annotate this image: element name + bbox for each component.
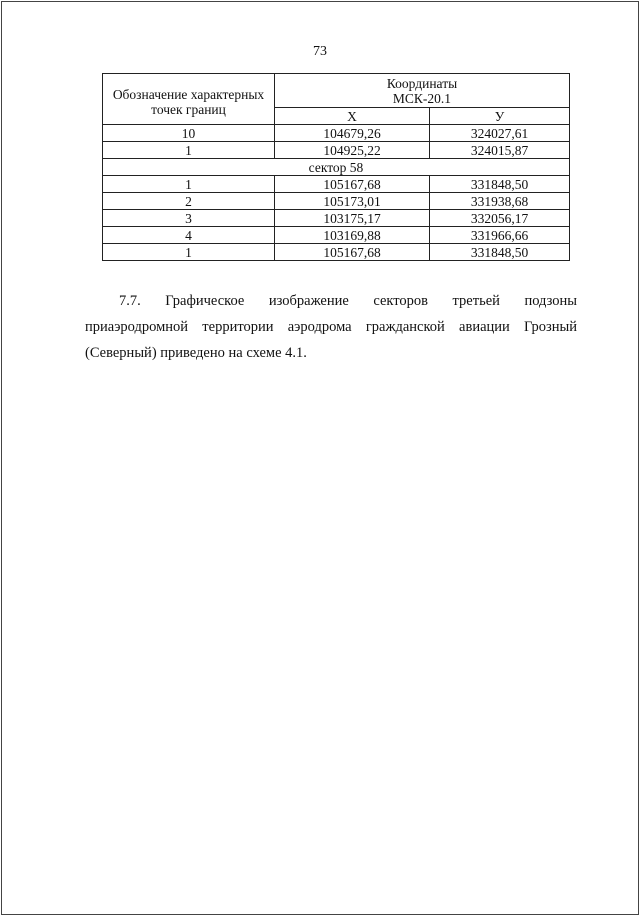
section-label: сектор 58 [103,159,570,176]
header-x: Х [275,108,430,125]
cell-y: 331938,68 [430,193,570,210]
cell-y: 324015,87 [430,142,570,159]
cell-point: 2 [103,193,275,210]
cell-point: 10 [103,125,275,142]
section-row [103,159,570,176]
cell-y: 331848,50 [430,176,570,193]
table-row [103,210,570,227]
header-coordinates [275,74,570,108]
cell-point: 4 [103,227,275,244]
cell-x: 105173,01 [275,193,430,210]
cell-y: 332056,17 [430,210,570,227]
body-paragraph: 7.7. Графическое изображение секторов третьей подзоны приаэродромной территории аэродрома гражданской авиации Грозный (Северный) приведено на схеме 4.1. [85,293,577,361]
cell-point: 1 [103,142,275,159]
table-row [103,176,570,193]
header-coordinate-system: МСК-20.1 [392,90,452,106]
cell-x: 103175,17 [275,210,430,227]
header-coordinates-title: Координаты [386,75,458,91]
cell-y: 331848,50 [430,244,570,261]
page-number: 73 [313,44,327,59]
table-rows-after [103,176,570,261]
cell-x: 104679,26 [275,125,430,142]
cell-x: 104925,22 [275,142,430,159]
cell-x: 103169,88 [275,227,430,244]
cell-y: 324027,61 [430,125,570,142]
coordinates-table [102,73,570,261]
table-row [103,244,570,261]
cell-x: 105167,68 [275,244,430,261]
header-point-designation: Обозначение характерных точек границ [103,74,275,125]
table-row [103,227,570,244]
table-row [103,193,570,210]
table-row [103,142,570,159]
cell-x: 105167,68 [275,176,430,193]
table-rows-before [103,125,570,159]
header-y: У [430,108,570,125]
table-row [103,125,570,142]
cell-point: 1 [103,244,275,261]
cell-point: 3 [103,210,275,227]
table-header-row [103,74,570,108]
cell-y: 331966,66 [430,227,570,244]
cell-point: 1 [103,176,275,193]
